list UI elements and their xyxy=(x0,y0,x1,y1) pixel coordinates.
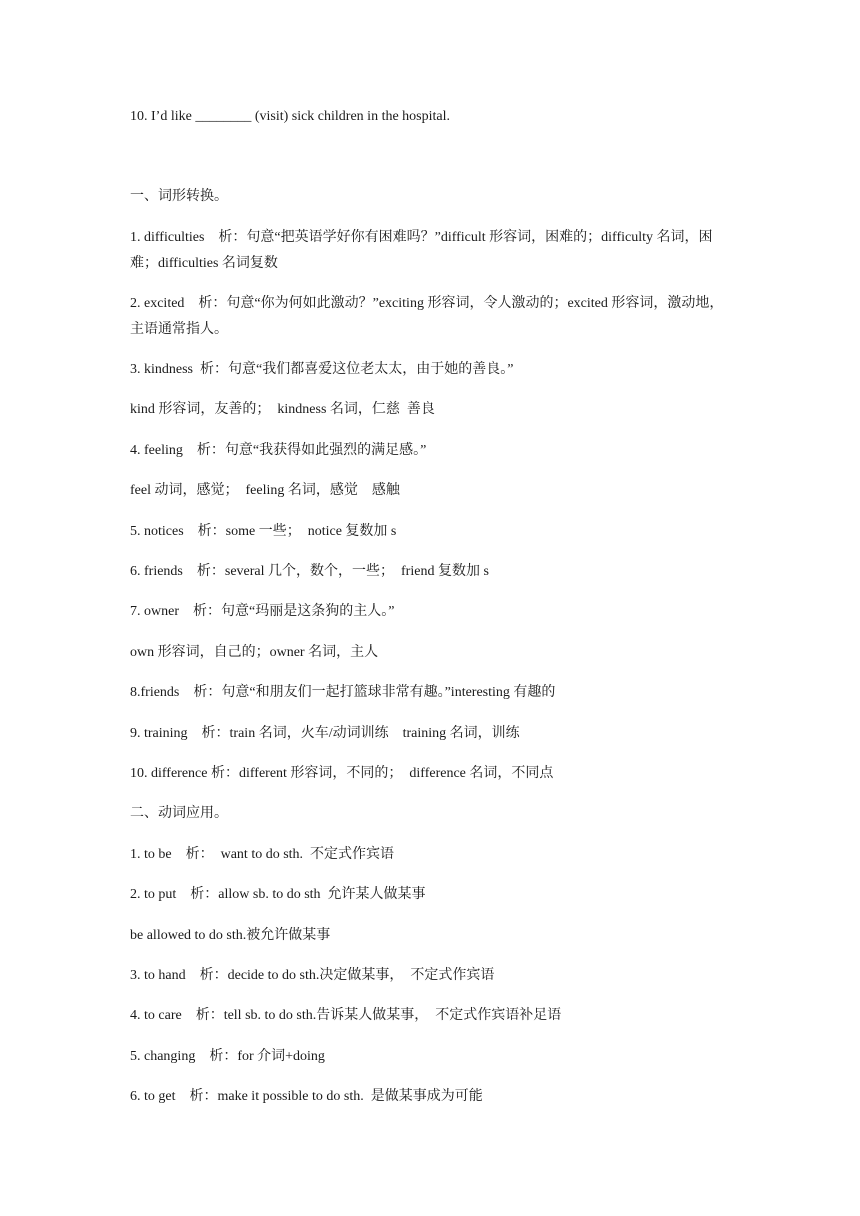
section-heading-verb-usage: 二、动词应用。 xyxy=(130,806,228,821)
answer-7: 7. owner 析：句意“玛丽是这条狗的主人。” xyxy=(130,604,395,619)
answer-3-note: kind 形容词，友善的； kindness 名词，仁慈 善良 xyxy=(130,402,435,417)
verb-answer-2-note: be allowed to do sth.被允许做某事 xyxy=(130,928,331,943)
answer-4: 4. feeling 析：句意“我获得如此强烈的满足感。” xyxy=(130,443,427,458)
answer-10: 10. difference 析：different 形容词，不同的； difference 名词，不同点 xyxy=(130,766,554,781)
answer-1: 1. difficulties 析：句意“把英语学好你有困难吗？”difficult 形容词，困难的；difficulty 名词，困难；difficulties 名词复数 xyxy=(130,230,713,271)
verb-answer-6: 6. to get 析：make it possible to do sth. 是做某事成为可能 xyxy=(130,1089,483,1104)
verb-answer-2: 2. to put 析：allow sb. to do sth 允许某人做某事 xyxy=(130,887,426,902)
answer-2: 2. excited 析：句意“你为何如此激动？”exciting 形容词，令人激动的；excited 形容词，激动地，主语通常指人。 xyxy=(130,296,724,337)
question-10: 10. I’d like ________ (visit) sick children in the hospital. xyxy=(130,109,451,124)
answer-3: 3. kindness 析：句意“我们都喜爱这位老太太，由于她的善良。” xyxy=(130,362,514,377)
answer-6: 6. friends 析：several 几个，数个，一些； friend 复数加 s xyxy=(130,564,489,579)
answer-4-note: feel 动词，感觉； feeling 名词，感觉 感触 xyxy=(130,483,400,498)
section-heading-word-forms: 一、词形转换。 xyxy=(130,189,228,204)
answer-7-note: own 形容词，自己的；owner 名词，主人 xyxy=(130,645,379,660)
answer-9: 9. training 析：train 名词，火车/动词训练 training 名词，训练 xyxy=(130,726,520,741)
verb-answer-5: 5. changing 析：for 介词+doing xyxy=(130,1049,325,1064)
verb-answer-4: 4. to care 析：tell sb. to do sth.告诉某人做某事， 不定式作宾语补足语 xyxy=(130,1008,562,1023)
answer-5: 5. notices 析：some 一些； notice 复数加 s xyxy=(130,524,397,539)
verb-answer-1: 1. to be 析： want to do sth. 不定式作宾语 xyxy=(130,847,395,862)
answer-8: 8.friends 析：句意“和朋友们一起打篮球非常有趣。”interesting 有趣的 xyxy=(130,685,556,700)
verb-answer-3: 3. to hand 析：decide to do sth.决定做某事， 不定式作宾语 xyxy=(130,968,495,983)
